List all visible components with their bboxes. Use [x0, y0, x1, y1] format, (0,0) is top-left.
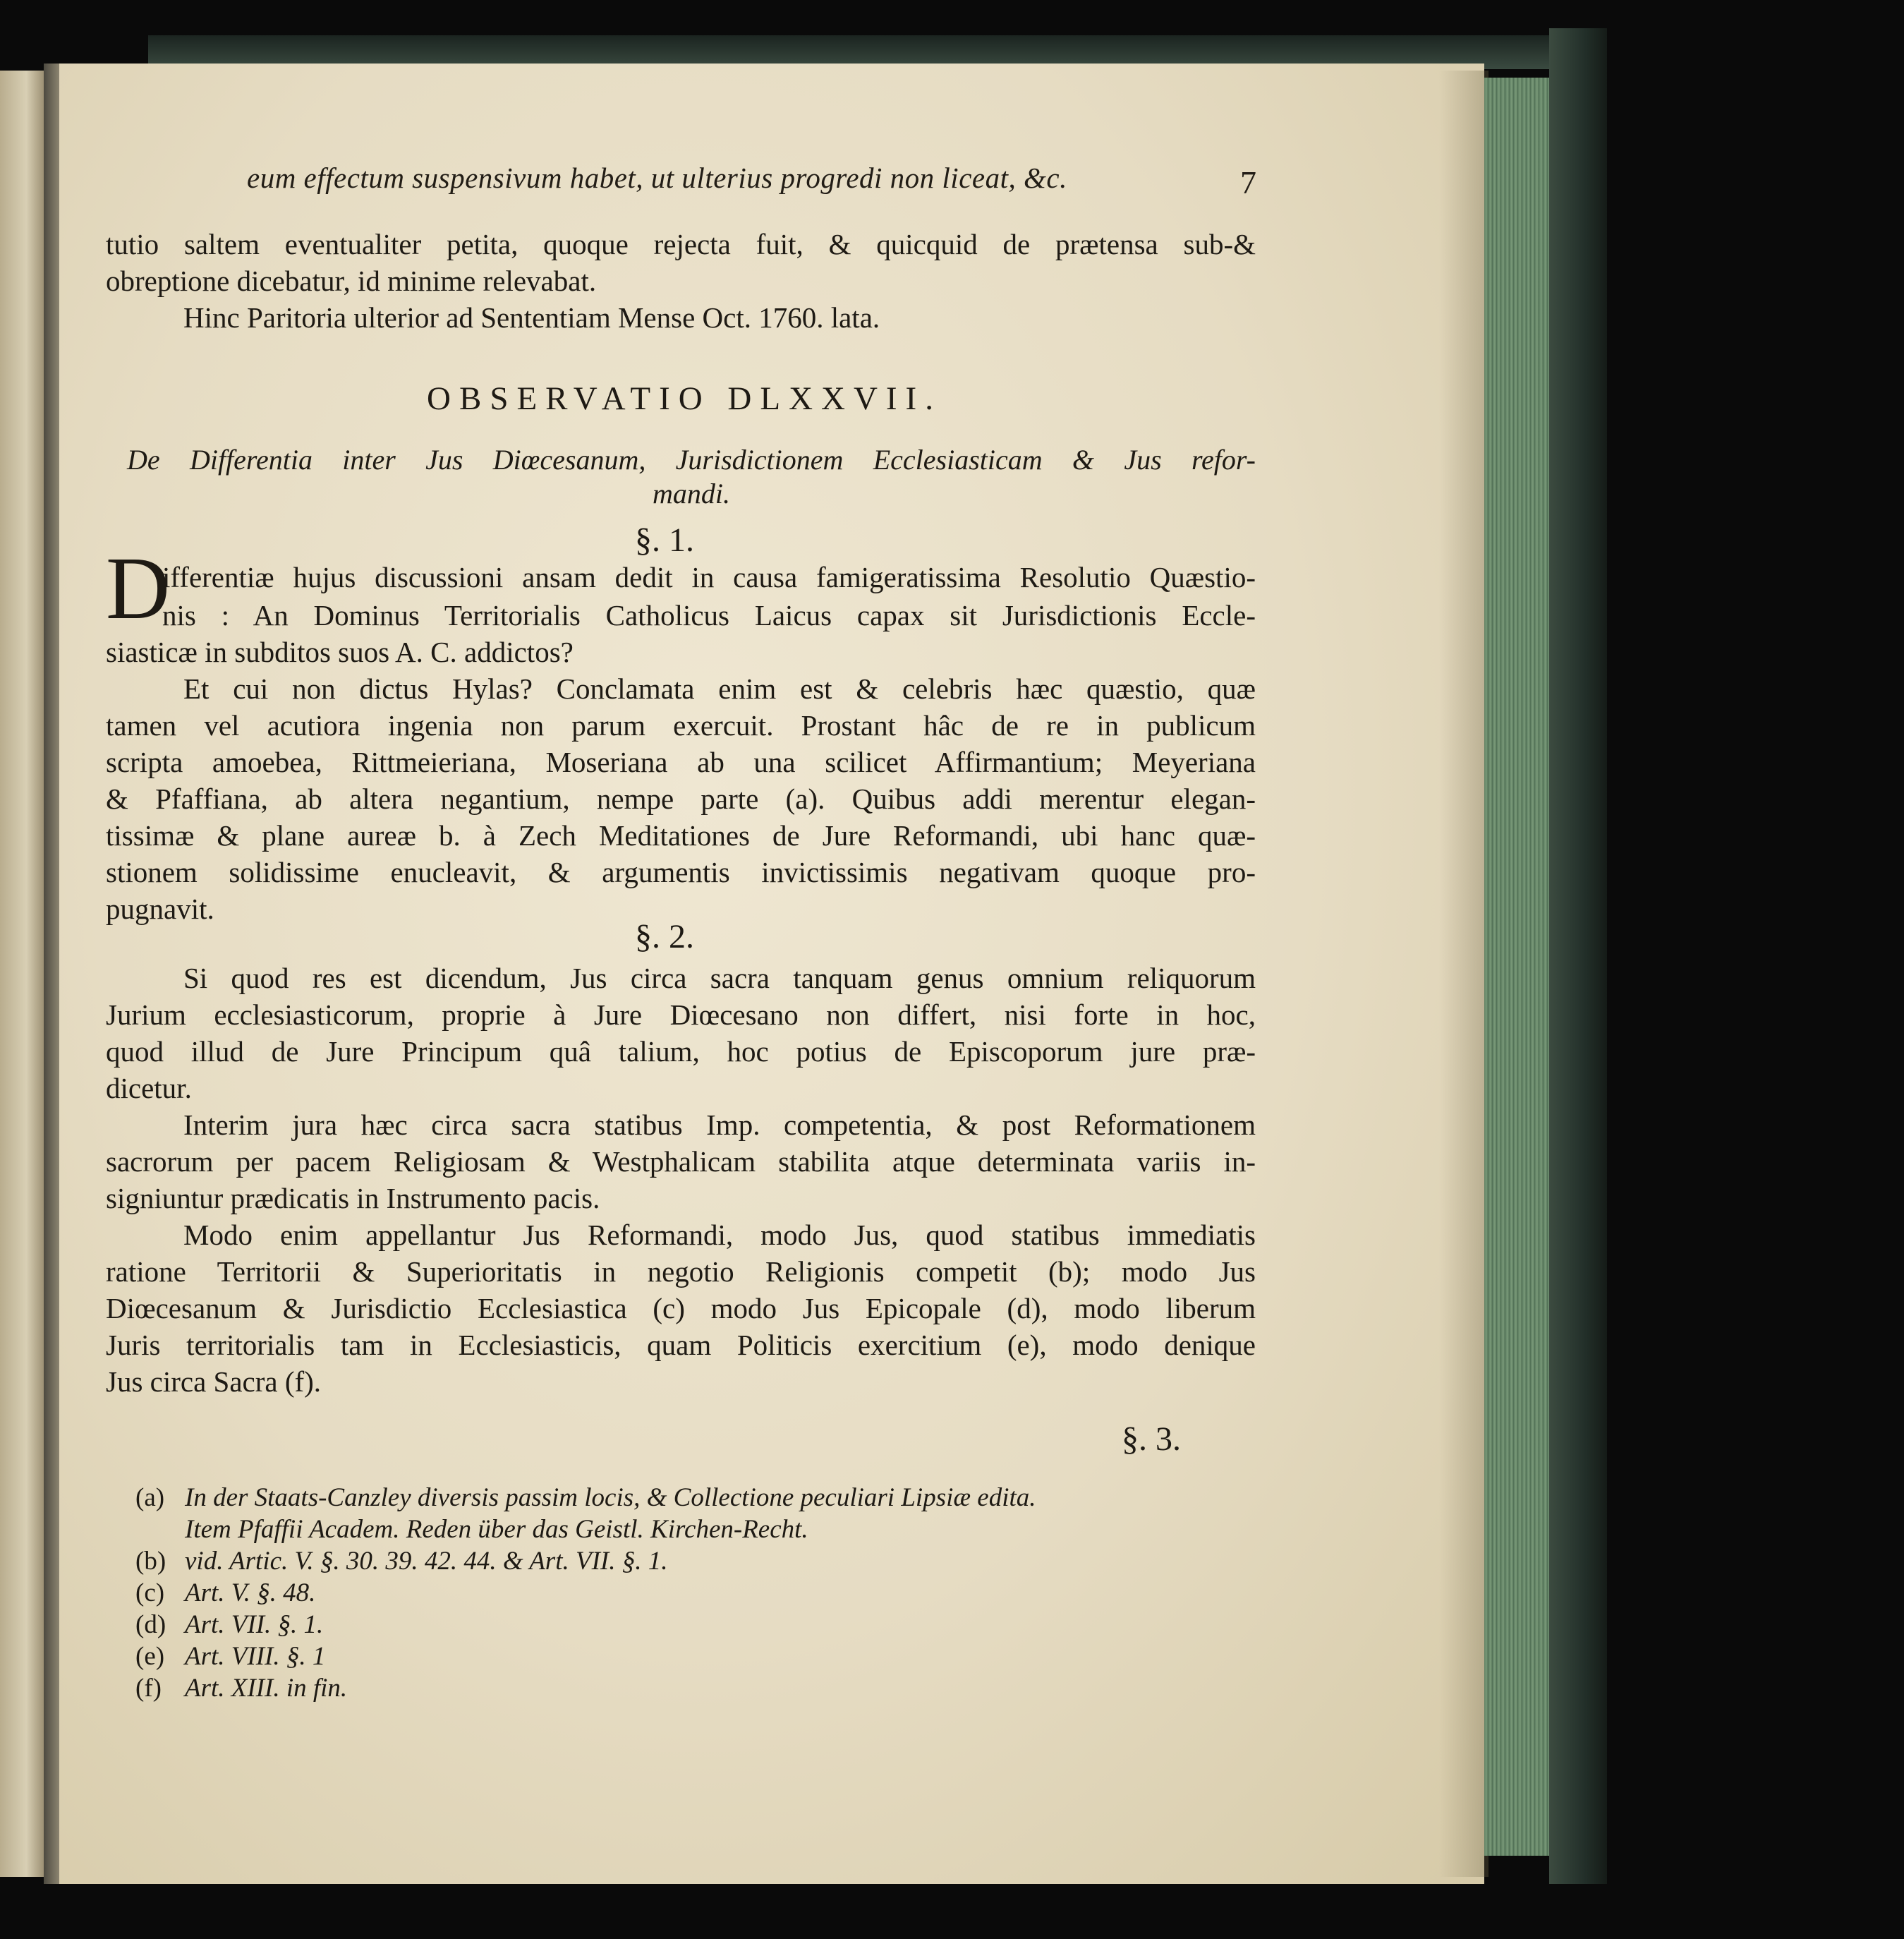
- section2-line: sacrorum per pacem Religiosam & Westphalicam stabilita atque determinata variis in-: [106, 1145, 1256, 1178]
- section1-line: pugnavit.: [106, 893, 214, 925]
- footnote-d: [135, 1609, 1250, 1641]
- section2-line: Diœcesanum & Jurisdictio Ecclesiastica (c) modo Jus Epicopale (d), modo liberum: [106, 1292, 1256, 1324]
- footnote-text: Art. V. §. 48.: [185, 1578, 316, 1607]
- footnote-label: (c): [135, 1578, 165, 1607]
- footnote-text: Art. XIII. in fin.: [185, 1674, 348, 1703]
- drop-cap: D: [106, 540, 170, 638]
- section2-line: Modo enim appellantur Jus Reformandi, modo Jus, quod statibus immediatis: [183, 1219, 1256, 1251]
- section-mark-1: §. 1.: [635, 521, 694, 559]
- section1-line: & Pfaffiana, ab altera negantium, nempe parte (a). Quibus addi merentur elegan-: [106, 783, 1256, 815]
- section2-line: quod illud de Jure Principum quâ talium, hoc potius de Episcoporum jure præ-: [106, 1035, 1256, 1068]
- footnote-label: (e): [135, 1642, 165, 1671]
- section2-line: Juris territorialis tam in Ecclesiasticis, quam Politicis exercitium (e), modo denique: [106, 1329, 1256, 1361]
- intro-line: Hinc Paritoria ulterior ad Sententiam Mense Oct. 1760. lata.: [183, 301, 880, 334]
- section1-line: nis : An Dominus Territorialis Catholicus Laicus capax sit Jurisdictionis Eccle-: [162, 599, 1256, 632]
- footnote-text: In der Staats-Canzley diversis passim locis, & Collectione peculiari Lipsiæ edita.: [185, 1483, 1036, 1512]
- subtitle-line: mandi.: [653, 478, 730, 509]
- section1-line: scripta amoebea, Rittmeieriana, Moseriana ab una scilicet Affirmantium; Meyeriana: [106, 746, 1256, 778]
- section2-line: dicetur.: [106, 1072, 192, 1104]
- section1-line: tissimæ & plane aureæ b. à Zech Meditationes de Jure Reformandi, ubi hanc quæ-: [106, 819, 1256, 852]
- footnote-label: (b): [135, 1547, 166, 1576]
- book-cover-side: [1549, 28, 1607, 1884]
- footnote-a-cont: [135, 1514, 1250, 1545]
- section2-line: signiuntur prædicatis in Instrumento pacis.: [106, 1182, 600, 1214]
- footnote-a: [135, 1482, 1250, 1514]
- section2-line: Si quod res est dicendum, Jus circa sacra tanquam genus omnium reliquorum: [183, 962, 1256, 994]
- book-gutter: [44, 64, 59, 1884]
- intro-line: tutio saltem eventualiter petita, quoque rejecta fuit, & quicquid de prætensa sub-&: [106, 228, 1256, 260]
- footnote-text: Art. VIII. §. 1: [185, 1642, 326, 1671]
- section1-line: stionem solidissime enucleavit, & argumentis invictissimis negativam quoque pro-: [106, 856, 1256, 888]
- footnote-text: vid. Artic. V. §. 30. 39. 42. 44. & Art. VII. §. 1.: [185, 1547, 668, 1576]
- section1-line: siasticæ in subditos suos A. C. addictos?: [106, 636, 574, 668]
- section-mark-2: §. 2.: [635, 918, 694, 955]
- footnote-text: Art. VII. §. 1.: [185, 1610, 324, 1639]
- section1-line: tamen vel acutiora ingenia non parum exercuit. Prostant hâc de re in publicum: [106, 709, 1256, 742]
- observation-heading: OBSERVATIO DLXXVII.: [427, 380, 942, 417]
- page-number: 7: [1240, 164, 1256, 200]
- subtitle-line: De Differentia inter Jus Diœcesanum, Jurisdictionem Ecclesiasticam & Jus refor-: [127, 444, 1256, 476]
- footnote-b: [135, 1545, 1250, 1577]
- running-head: eum effectum suspensivum habet, ut ulterius progredi non liceat, &c.: [247, 162, 1067, 194]
- intro-line: obreptione dicebatur, id minime relevabat.: [106, 265, 597, 297]
- footnote-label: (a): [135, 1483, 165, 1512]
- section1-line: ifferentiæ hujus discussioni ansam dedit in causa famigeratissima Resolutio Quæstio-: [162, 561, 1256, 593]
- footnote-e: [135, 1641, 1250, 1672]
- footnote-label: (d): [135, 1610, 166, 1639]
- observation-subtitle: [127, 443, 1256, 511]
- footnote-label: (f): [135, 1674, 162, 1703]
- footnote-f: [135, 1672, 1250, 1704]
- page-curl-shadow: [1439, 71, 1488, 1877]
- page-fore-edge: [1484, 78, 1549, 1856]
- section2-line: Jurium ecclesiasticorum, proprie à Jure Diœcesano non differt, nisi forte in hoc,: [106, 998, 1256, 1031]
- facing-page-edge: [0, 71, 44, 1877]
- footnote-text: Item Pfaffii Academ. Reden über das Geistl. Kirchen-Recht.: [185, 1515, 808, 1544]
- section2-line: ratione Territorii & Superioritatis in negotio Religionis competit (b); modo Jus: [106, 1255, 1256, 1288]
- section1-line: Et cui non dictus Hylas? Conclamata enim est & celebris hæc quæstio, quæ: [183, 672, 1256, 705]
- footnote-c: [135, 1577, 1250, 1609]
- section2-line: Jus circa Sacra (f).: [106, 1365, 322, 1398]
- section2-line: Interim jura hæc circa sacra statibus Imp. competentia, & post Reformationem: [183, 1109, 1256, 1141]
- catchword: §. 3.: [1122, 1420, 1181, 1458]
